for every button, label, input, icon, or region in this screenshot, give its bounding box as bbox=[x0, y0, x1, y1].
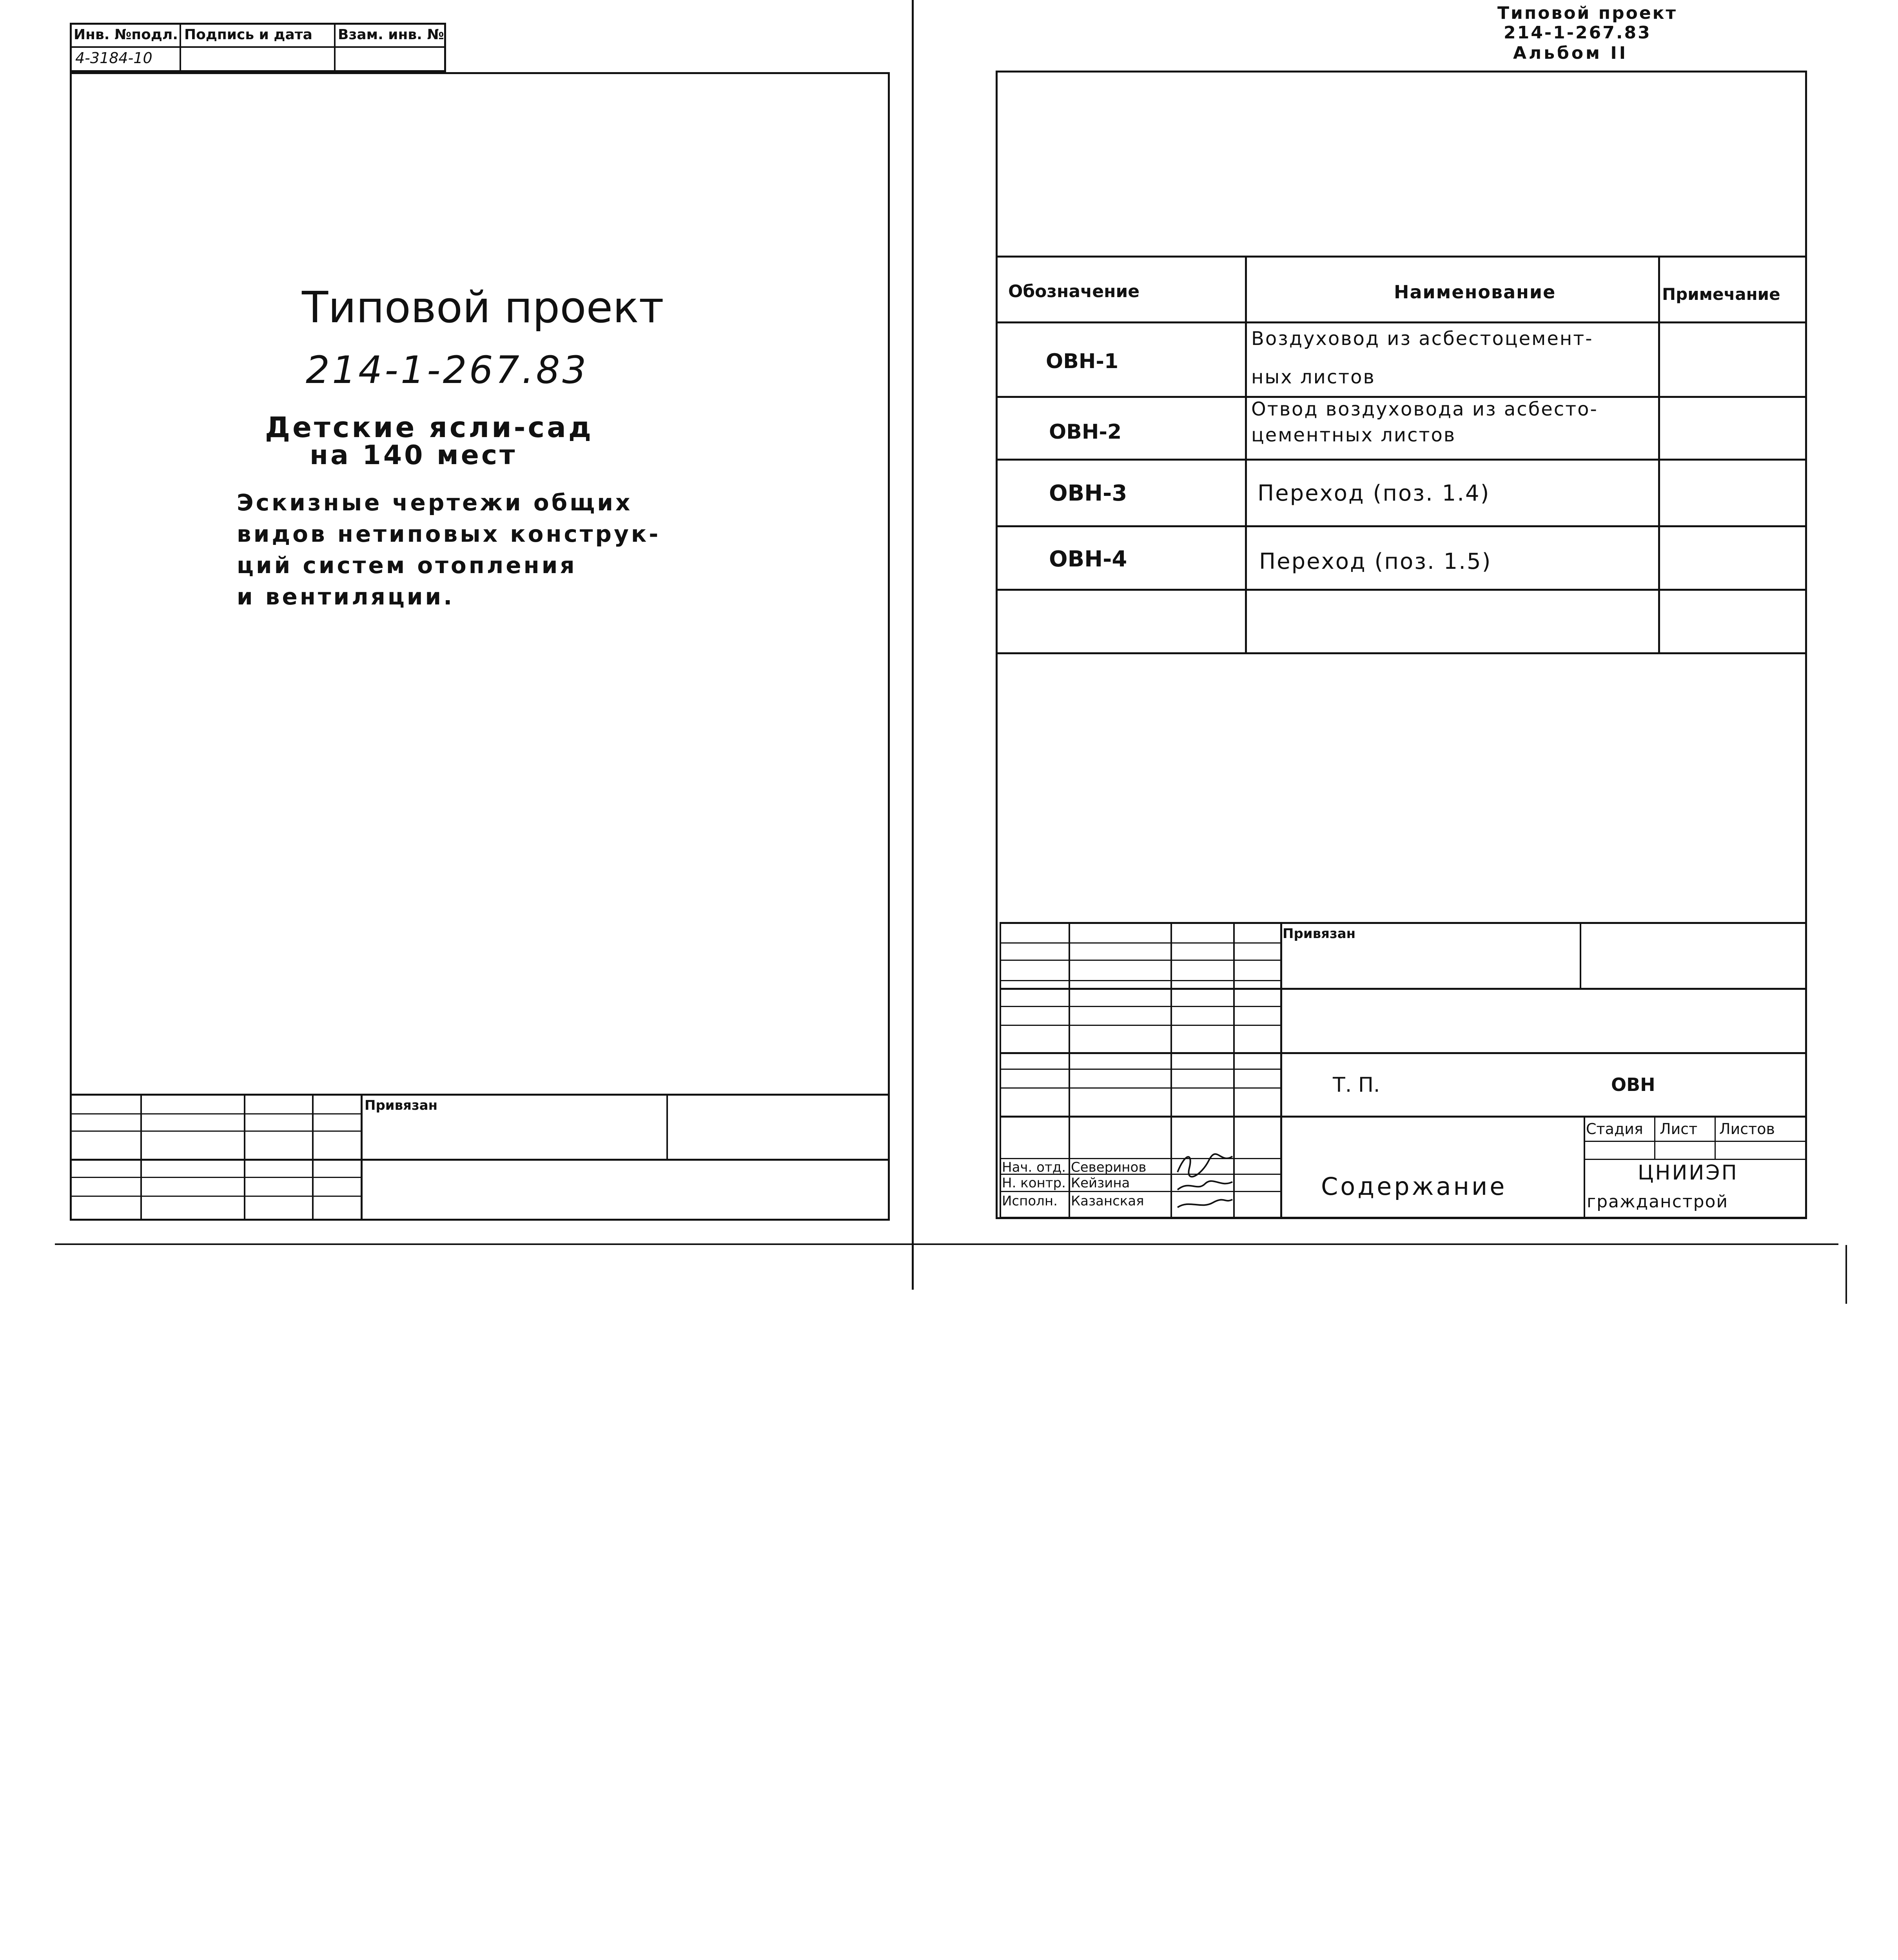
left-subtitle-2: на 140 мест bbox=[310, 440, 517, 471]
signer-name: Северинов bbox=[1071, 1160, 1147, 1175]
row-code: ОВН-1 bbox=[1046, 350, 1119, 373]
row-code: ОВН-2 bbox=[1049, 420, 1122, 444]
left-main-frame bbox=[70, 72, 890, 1221]
right-privyazan-label: Привязан bbox=[1283, 926, 1356, 942]
stage-header: Лист bbox=[1660, 1120, 1698, 1138]
sheet-divider bbox=[912, 0, 914, 1290]
signer-name: Кейзина bbox=[1071, 1175, 1130, 1191]
signer-role: Н. контр. bbox=[1002, 1175, 1066, 1191]
description-line: ций систем отопления bbox=[237, 552, 577, 579]
row-name: Отвод воздуховода из асбесто- bbox=[1251, 398, 1598, 420]
stamp-header-inv: Инв. №подл. bbox=[74, 27, 178, 43]
stage-header: Стадия bbox=[1586, 1120, 1643, 1138]
row-code: ОВН-3 bbox=[1049, 481, 1127, 506]
doc-title: Содержание bbox=[1321, 1172, 1507, 1201]
stage-header: Листов bbox=[1719, 1120, 1775, 1138]
right-header-line: Типовой проект bbox=[1497, 3, 1678, 23]
row-code: ОВН-4 bbox=[1049, 546, 1127, 572]
org-line: ЦНИИЭП bbox=[1638, 1161, 1738, 1185]
signer-role: Нач. отд. bbox=[1002, 1160, 1066, 1175]
column-header: Наименование bbox=[1394, 281, 1556, 303]
row-name: Переход (поз. 1.4) bbox=[1257, 481, 1490, 506]
stamp-header-replacement: Взам. инв. № bbox=[338, 27, 444, 43]
right-header-line: Альбом II bbox=[1513, 43, 1628, 63]
row-name: ных листов bbox=[1251, 366, 1375, 388]
tp-label: Т. П. bbox=[1333, 1073, 1380, 1097]
tp-code: ОВН bbox=[1611, 1074, 1655, 1095]
stamp-value-inv: 4-3184-10 bbox=[75, 49, 152, 67]
left-privyazan-label: Привязан bbox=[365, 1098, 438, 1113]
column-header: Обозначение bbox=[1008, 281, 1140, 301]
description-line: видов нетиповых конструк- bbox=[237, 521, 661, 547]
stamp-header-signature: Подпись и дата bbox=[184, 27, 312, 43]
description-line: Эскизные чертежи общих bbox=[237, 489, 633, 516]
left-project-number: 214-1-267.83 bbox=[306, 348, 589, 392]
right-header-line: 214-1-267.83 bbox=[1504, 23, 1651, 43]
left-subtitle-1: Детские ясли-сад bbox=[265, 411, 593, 444]
signer-role: Исполн. bbox=[1002, 1193, 1058, 1209]
column-header: Примечание bbox=[1662, 285, 1780, 304]
row-name: цементных листов bbox=[1251, 424, 1456, 446]
left-title: Типовой проект bbox=[302, 282, 664, 332]
signature-scribble bbox=[1174, 1145, 1236, 1215]
description-line: и вентиляции. bbox=[237, 583, 455, 610]
right-main-frame bbox=[996, 71, 1807, 1219]
org-line: гражданстрой bbox=[1587, 1192, 1729, 1212]
row-name: Воздуховод из асбестоцемент- bbox=[1251, 328, 1593, 350]
row-name: Переход (поз. 1.5) bbox=[1259, 549, 1492, 574]
signer-name: Казанская bbox=[1071, 1193, 1144, 1209]
